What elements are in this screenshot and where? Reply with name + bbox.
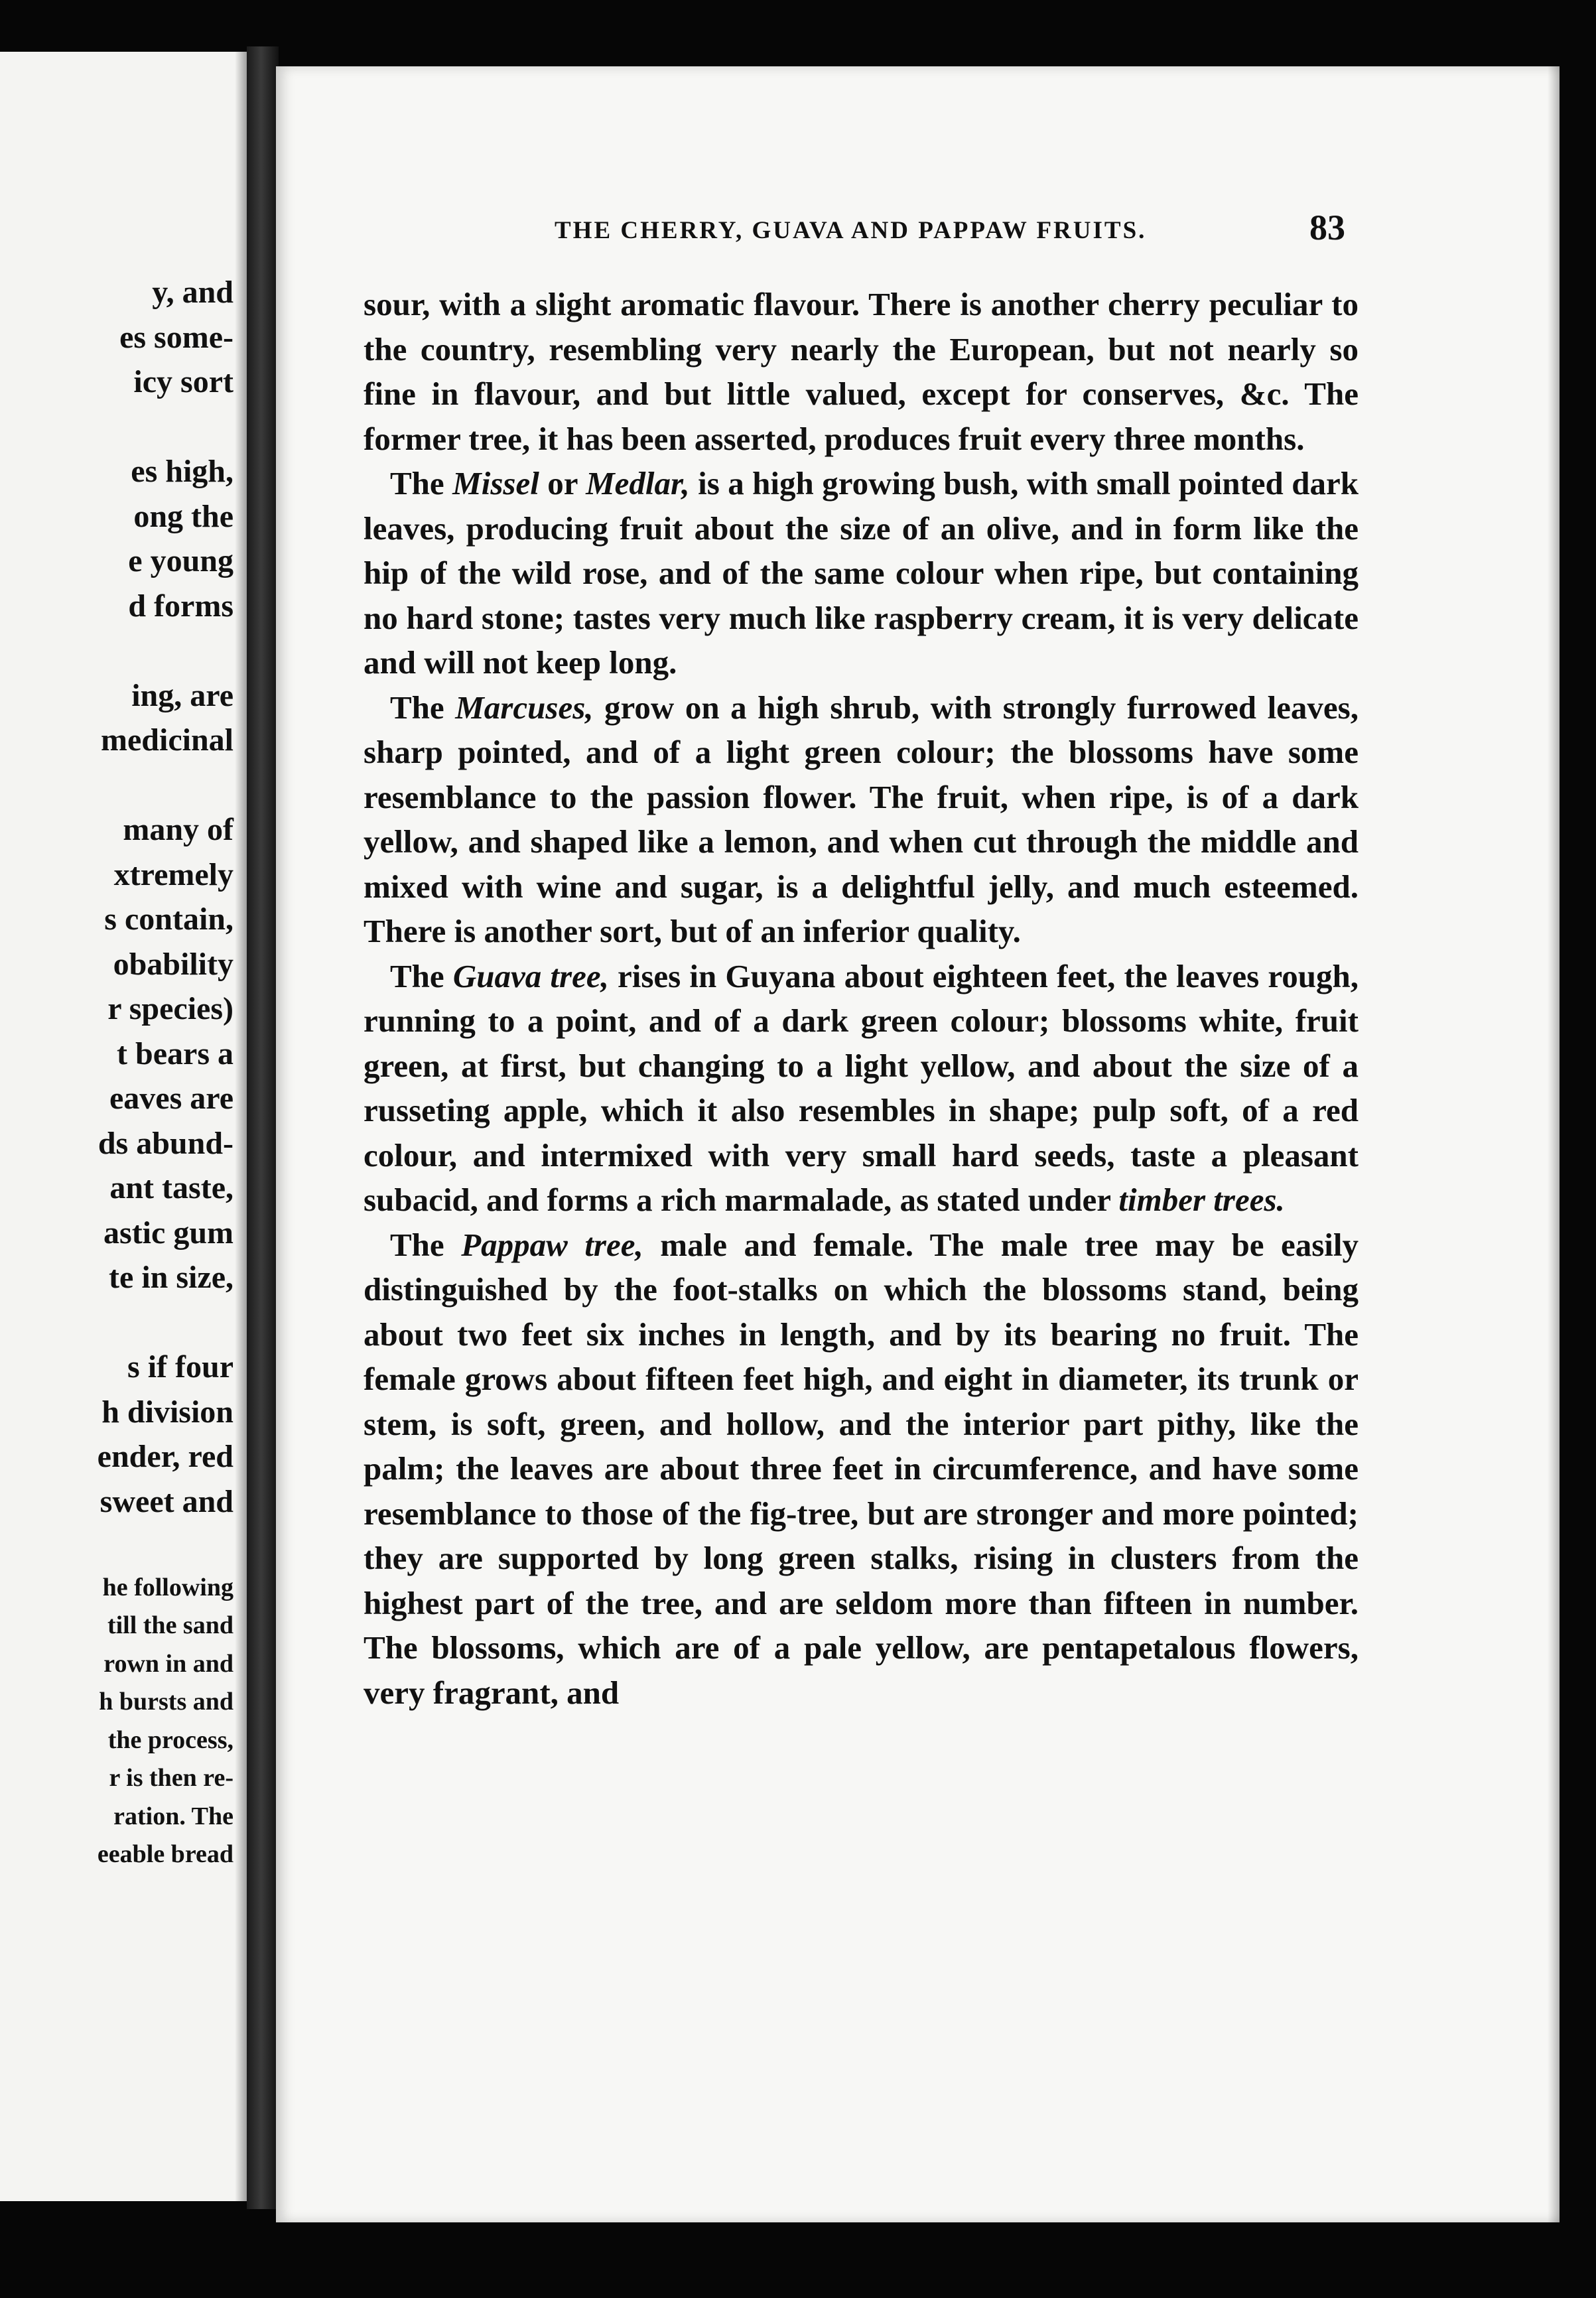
left-page-line: es some- <box>119 319 233 355</box>
right-page <box>276 66 1560 2222</box>
page-edge-shadow <box>1548 66 1560 2222</box>
italic-term: Pappaw tree, <box>461 1226 643 1263</box>
running-head: THE CHERRY, GUAVA AND PAPPAW FRUITS. <box>555 217 1147 244</box>
left-page-line: he following <box>102 1573 233 1601</box>
left-page-line: t bears a <box>117 1036 233 1071</box>
left-page-line: ant taste, <box>109 1170 233 1205</box>
book-gutter <box>247 46 279 2209</box>
italic-term: Medlar, <box>586 465 690 502</box>
left-page-line: ong the <box>133 498 233 534</box>
text-run: The <box>390 1226 462 1263</box>
italic-term: Missel <box>452 465 539 502</box>
text-run: sour, with a slight aromatic flavour. There is another cherry peculiar to the country, resembling very nearly the European, but not nearly so fine in flavour, and but little valued, except for conserves, &c. The former tree, it has been asserted, produces fruit every three months. <box>364 286 1359 457</box>
left-page-line: r is then re- <box>109 1764 233 1792</box>
paragraph <box>364 461 1359 685</box>
left-page-line: many of <box>123 812 233 847</box>
paragraph <box>364 1223 1359 1716</box>
text-run: The <box>390 689 456 726</box>
paragraph <box>364 282 1359 461</box>
text-run: The <box>390 957 453 994</box>
left-page-line: eeable bread <box>97 1840 233 1868</box>
left-page-line: obability <box>113 946 233 982</box>
italic-term: Guava tree, <box>452 957 609 994</box>
left-page-line: h bursts and <box>99 1688 233 1716</box>
left-page-line: te in size, <box>109 1260 233 1295</box>
left-page-line: r species) <box>107 991 233 1026</box>
left-page-line: till the sand <box>107 1611 233 1639</box>
left-page-line: s if four <box>127 1349 233 1385</box>
left-page-line: h division <box>101 1394 233 1430</box>
text-run: rises in Guyana about eighteen feet, the leaves rough, running to a point, and of a dark green colour; blossoms white, fruit green, at first, but changing to a light yellow, and about the size of a russeting apple, which it also resembles in shape; pulp soft, of a red colour, and intermixed with very small hard seeds, taste a pleasant subacid, and forms a rich marmalade, as stated under <box>364 957 1359 1218</box>
text-run: or <box>539 465 586 502</box>
text-run: The <box>390 465 453 502</box>
left-page-line: y, and <box>152 275 233 310</box>
left-page-line: icy sort <box>133 364 233 399</box>
italic-term: timber trees. <box>1118 1182 1285 1218</box>
left-page-line: medicinal <box>101 722 233 758</box>
left-page-line: ds abund- <box>98 1125 233 1161</box>
paragraph <box>364 685 1359 954</box>
left-page-line: d forms <box>128 588 233 624</box>
left-page-line: xtremely <box>113 856 233 892</box>
left-page <box>0 52 247 2201</box>
body-text <box>364 282 1359 1715</box>
left-page-line: ing, are <box>131 677 233 713</box>
left-page-line: rown in and <box>103 1649 233 1678</box>
left-page-line: es high, <box>131 454 233 489</box>
left-page-line: ration. The <box>113 1802 233 1830</box>
left-page-line: s contain, <box>104 902 233 937</box>
left-page-line: the process, <box>107 1725 233 1754</box>
left-page-line: astic gum <box>103 1215 233 1250</box>
left-page-line: e young <box>128 543 233 578</box>
italic-term: Marcuses, <box>455 689 594 726</box>
text-run: grow on a high shrub, with strongly furrowed leaves, sharp pointed, and of a light green colour; the blossoms have some resemblance to the passion flower. The fruit, when ripe, is of a dark yellow, and shaped like a lemon, and when cut through the middle and mixed with wine and sugar, is a delightful jelly, and much esteemed. There is another sort, but of an inferior quality. <box>364 689 1359 949</box>
text-run: is a high growing bush, with small pointed dark leaves, producing fruit about the size of an olive, and in form like the hip of the wild rose, and of the same colour when ripe, but containing no hard stone; tastes very much like raspberry cream, it is very delicate and will not keep long. <box>364 465 1359 681</box>
page-number: 83 <box>1309 208 1345 247</box>
paragraph <box>364 954 1359 1223</box>
left-page-line: eaves are <box>109 1081 233 1116</box>
text-run: male and female. The male tree may be easily distinguished by the foot-stalks on which the blossoms stand, being about two feet six inches in length, and by its bearing no fruit. The female grows about fifteen feet high, and eight in diameter, its trunk or stem, is soft, green, and hollow, and the interior part pithy, like the palm; the leaves are about three feet in circumference, and have some resemblance to those of the fig-tree, but are stronger and more pointed; they are supported by long green stalks, rising in clusters from the highest part of the tree, and are seldom more than fifteen in number. The blossoms, which are of a pale yellow, are pentapetalous flowers, very fragrant, and <box>364 1226 1359 1711</box>
left-page-line: sweet and <box>100 1483 233 1519</box>
left-page-line: ender, red <box>97 1439 233 1474</box>
